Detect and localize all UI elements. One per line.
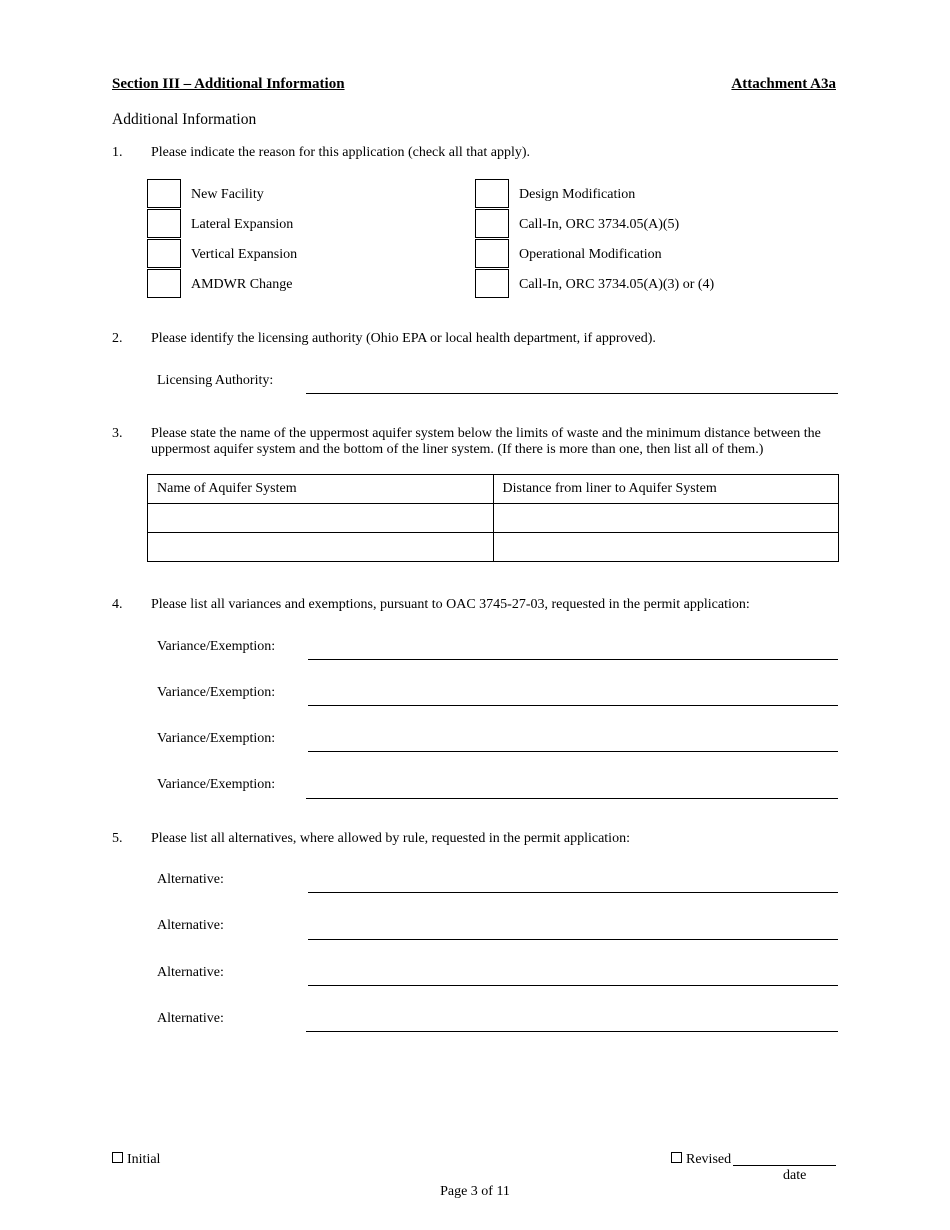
attachment-label: Attachment A3a bbox=[731, 76, 836, 92]
subtitle: Additional Information bbox=[112, 111, 257, 128]
section-title: Section III – Additional Information bbox=[112, 76, 345, 92]
variance-label: Variance/Exemption: bbox=[157, 685, 276, 700]
q1-text: Please indicate the reason for this application (check all that apply). bbox=[151, 145, 531, 160]
checkbox-call-in-a3-a4[interactable] bbox=[475, 269, 509, 298]
variance-label: Variance/Exemption: bbox=[157, 639, 276, 654]
alternative-field[interactable] bbox=[308, 892, 838, 893]
q1-number: 1. bbox=[112, 145, 123, 160]
option-label: New Facility bbox=[191, 187, 264, 202]
checkbox-new-facility[interactable] bbox=[147, 179, 181, 208]
distance-cell[interactable] bbox=[493, 533, 839, 562]
variance-field[interactable] bbox=[306, 798, 838, 799]
alternative-field[interactable] bbox=[306, 1031, 838, 1032]
revised-label: Revised bbox=[686, 1152, 732, 1167]
q2-number: 2. bbox=[112, 331, 123, 346]
variance-label: Variance/Exemption: bbox=[157, 777, 276, 792]
alternative-label: Alternative: bbox=[157, 1011, 224, 1026]
table-header-row bbox=[148, 475, 839, 504]
distance-cell[interactable] bbox=[493, 504, 839, 533]
table-row bbox=[148, 504, 839, 533]
q4-number: 4. bbox=[112, 597, 123, 612]
option-label: Design Modification bbox=[519, 187, 636, 202]
revised-option[interactable] bbox=[671, 1152, 731, 1168]
variance-field[interactable] bbox=[308, 751, 838, 752]
q3-text-line2: uppermost aquifer system and the bottom of the liner system. (If there is more than one, then list all of them.) bbox=[151, 442, 764, 457]
option-label: Call-In, ORC 3734.05(A)(3) or (4) bbox=[519, 277, 715, 292]
aquifer-name-cell[interactable] bbox=[148, 504, 494, 533]
initial-label: Initial bbox=[127, 1152, 161, 1167]
q5-number: 5. bbox=[112, 831, 123, 846]
initial-checkbox-icon[interactable] bbox=[112, 1152, 123, 1163]
q2-text: Please identify the licensing authority (Ohio EPA or local health department, if approved). bbox=[151, 331, 656, 346]
distance-header: Distance from liner to Aquifer System bbox=[493, 475, 839, 504]
option-label: Call-In, ORC 3734.05(A)(5) bbox=[519, 217, 680, 232]
alternative-label: Alternative: bbox=[157, 965, 224, 980]
variance-field[interactable] bbox=[308, 659, 838, 660]
q3-text-line1: Please state the name of the uppermost aquifer system below the limits of waste and the minimum distance between the bbox=[151, 426, 821, 441]
checkbox-amdwr-change[interactable] bbox=[147, 269, 181, 298]
checkbox-call-in-a5[interactable] bbox=[475, 209, 509, 238]
option-label: Operational Modification bbox=[519, 247, 662, 262]
revised-date-field[interactable] bbox=[733, 1165, 836, 1166]
q3-number: 3. bbox=[112, 426, 123, 441]
q5-text: Please list all alternatives, where allowed by rule, requested in the permit application: bbox=[151, 831, 630, 846]
table-row bbox=[148, 533, 839, 562]
checkbox-vertical-expansion[interactable] bbox=[147, 239, 181, 268]
variance-field[interactable] bbox=[308, 705, 838, 706]
option-label: Vertical Expansion bbox=[191, 247, 298, 262]
alternative-field[interactable] bbox=[308, 985, 838, 986]
checkbox-design-modification[interactable] bbox=[475, 179, 509, 208]
alternative-label: Alternative: bbox=[157, 918, 224, 933]
licensing-authority-label: Licensing Authority: bbox=[157, 373, 274, 388]
option-label: Lateral Expansion bbox=[191, 217, 294, 232]
q4-text: Please list all variances and exemptions, pursuant to OAC 3745-27-03, requested in the permit application: bbox=[151, 597, 750, 612]
checkbox-operational-modification[interactable] bbox=[475, 239, 509, 268]
alternative-field[interactable] bbox=[308, 939, 838, 940]
checkbox-lateral-expansion[interactable] bbox=[147, 209, 181, 238]
licensing-authority-field[interactable] bbox=[306, 393, 838, 394]
date-label: date bbox=[783, 1168, 807, 1183]
variance-label: Variance/Exemption: bbox=[157, 731, 276, 746]
aquifer-table bbox=[147, 474, 839, 562]
revised-checkbox-icon[interactable] bbox=[671, 1152, 682, 1163]
initial-option[interactable] bbox=[112, 1152, 160, 1168]
aquifer-name-header: Name of Aquifer System bbox=[148, 475, 494, 504]
page-number: Page 3 of 11 bbox=[440, 1184, 510, 1199]
option-label: AMDWR Change bbox=[191, 277, 293, 292]
alternative-label: Alternative: bbox=[157, 872, 224, 887]
aquifer-name-cell[interactable] bbox=[148, 533, 494, 562]
